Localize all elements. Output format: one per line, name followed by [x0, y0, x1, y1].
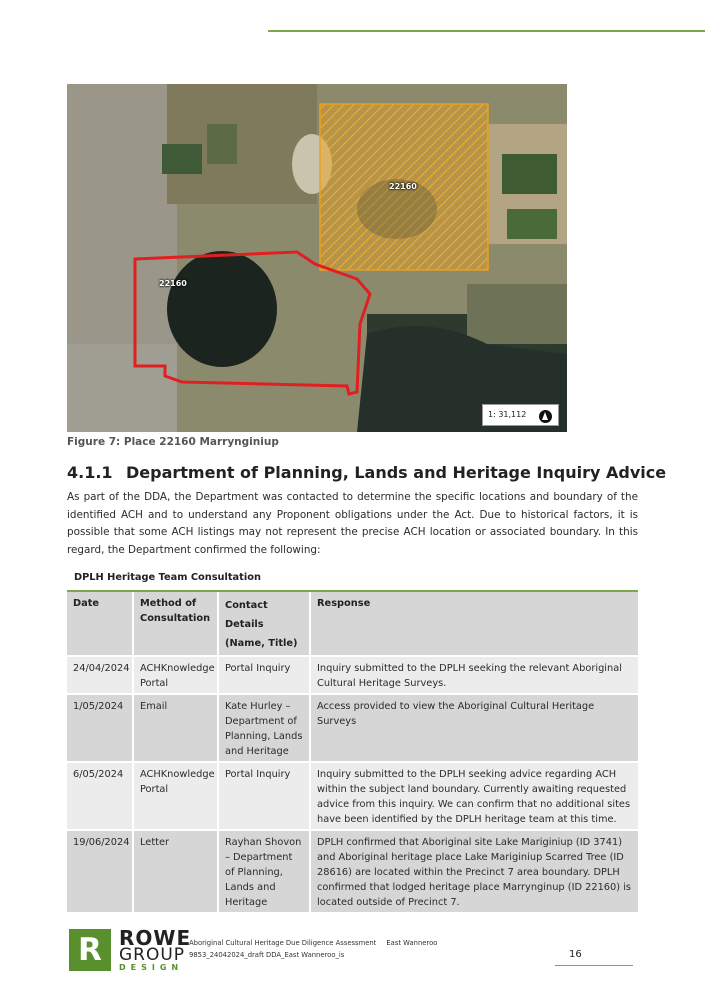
place-label-red: 22160	[159, 279, 187, 288]
north-arrow-icon	[539, 410, 552, 423]
footer-client: East Wanneroo	[386, 939, 438, 947]
footer-document-title	[189, 939, 437, 947]
section-title: Department of Planning, Lands and Heritage Inquiry Advice	[126, 463, 667, 482]
cell-contact: Rayhan Shovon – Department of Planning, Lands and Heritage	[218, 830, 310, 913]
consultation-table	[67, 592, 638, 914]
figure-caption: Figure 7: Place 22160 Marrynginiup	[67, 436, 279, 448]
header-contact: Contact Details (Name, Title)	[218, 592, 310, 656]
section-heading	[67, 463, 666, 482]
cell-method: Email	[133, 694, 218, 762]
footer-doc-title: Aboriginal Cultural Heritage Due Diligence Assessment	[189, 939, 377, 947]
cell-date: 19/06/2024	[67, 830, 133, 913]
table-header-row	[67, 592, 638, 656]
brand-line-3: DESIGN	[119, 963, 184, 972]
aerial-map-image	[67, 84, 567, 432]
cell-response: Inquiry submitted to the DPLH seeking advice regarding ACH within the subject land boundary. Currently awaiting requested advice from this inquiry. We can confirm that no additional sites have been identified by the DPLH heritage team at this time.	[310, 762, 638, 830]
cell-date: 6/05/2024	[67, 762, 133, 830]
scale-box	[482, 404, 559, 426]
rowe-logo-icon	[69, 929, 111, 971]
cell-method: ACHKnowledge Portal	[133, 656, 218, 694]
header-response: Response	[310, 592, 638, 656]
table-row	[67, 656, 638, 694]
table-row	[67, 694, 638, 762]
brand-line-2: GROUP	[119, 945, 186, 965]
brand-line-1: ROWE	[119, 926, 192, 950]
cell-contact: Portal Inquiry	[218, 762, 310, 830]
cell-response: DPLH confirmed that Aboriginal site Lake Mariginiup (ID 3741) and Aboriginal heritage place Lake Mariginiup Scarred Tree (ID 28616) are located within the Precinct 7 area boundary. DPLH confirmed that lodged heritage place Marrynginup (ID 22160) is located outside of Precinct 7.	[310, 830, 638, 913]
cell-contact: Portal Inquiry	[218, 656, 310, 694]
scale-text: 1: 31,112	[488, 410, 527, 419]
page-number: 16	[569, 949, 582, 960]
place-label-hatched: 22160	[389, 182, 417, 191]
aerial-map	[67, 84, 567, 432]
cell-method: ACHKnowledge Portal	[133, 762, 218, 830]
table-title: DPLH Heritage Team Consultation	[74, 572, 261, 583]
cell-contact: Kate Hurley – Department of Planning, Lands and Heritage	[218, 694, 310, 762]
footer-file-ref: 9853_24042024_draft DDA_East Wanneroo_is	[189, 951, 345, 959]
table-row	[67, 830, 638, 913]
section-number: 4.1.1	[67, 463, 113, 482]
cell-date: 1/05/2024	[67, 694, 133, 762]
header-date: Date	[67, 592, 133, 656]
header-rule	[268, 30, 705, 32]
cell-response: Access provided to view the Aboriginal Cultural Heritage Surveys	[310, 694, 638, 762]
table-row	[67, 762, 638, 830]
logo-letter: R	[78, 932, 102, 968]
cell-date: 24/04/2024	[67, 656, 133, 694]
header-method: Method of Consultation	[133, 592, 218, 656]
page-number-rule	[555, 965, 633, 966]
cell-response: Inquiry submitted to the DPLH seeking the relevant Aboriginal Cultural Heritage Surveys.	[310, 656, 638, 694]
section-paragraph: As part of the DDA, the Department was contacted to determine the specific locations and boundary of the identified ACH and to understand any Proponent obligations under the Act. Due to historical factors, it is possible that some ACH listings may not represent the precise ACH location or associated boundary. In this regard, the Department confirmed the following:	[67, 491, 638, 557]
cell-method: Letter	[133, 830, 218, 913]
